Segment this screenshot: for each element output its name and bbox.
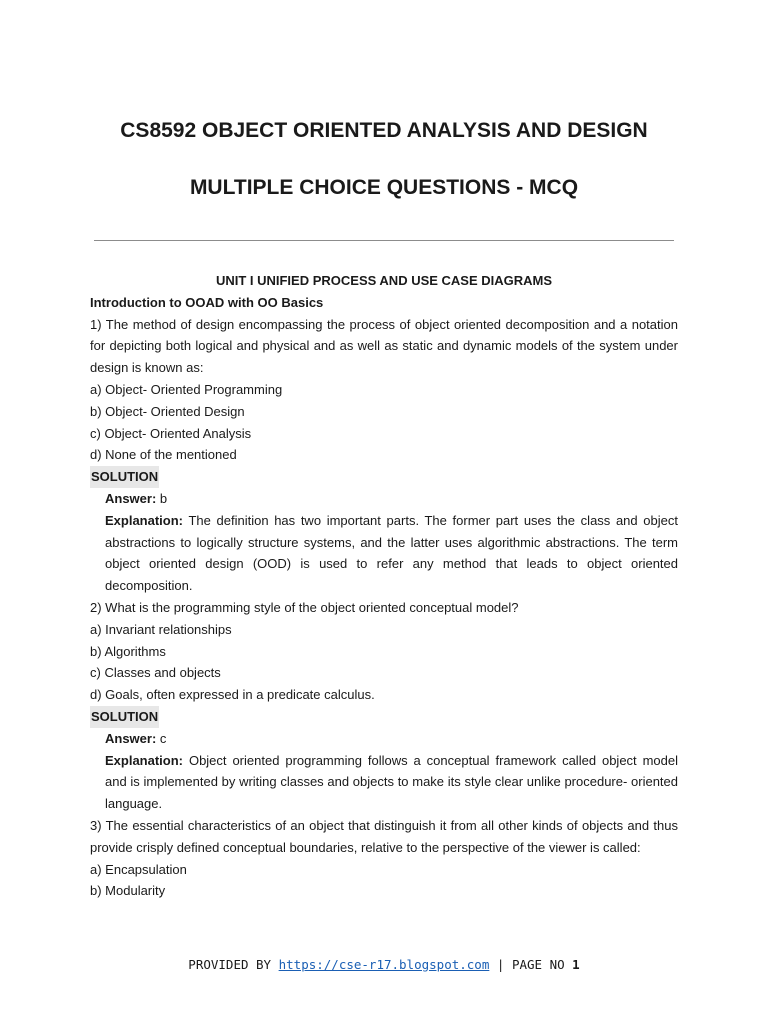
footer-link[interactable]: https://cse-r17.blogspot.com (278, 957, 490, 972)
solution-block (90, 488, 678, 597)
explanation-text: The definition has two important parts. The former part uses the class and object abstractions to logically structure systems, and the latter uses algorithmic abstractions. The term object oriented design (OOD) is used to refer any method that leads to object oriented decomposition. (105, 512, 678, 594)
question-2 (90, 597, 678, 815)
question-text: 2) What is the programming style of the object oriented conceptual model? (90, 599, 519, 615)
section-title: Introduction to OOAD with OO Basics (90, 294, 324, 310)
question-3 (90, 815, 678, 902)
question-text: 3) The essential characteristics of an object that distinguish it from all other kinds of objects and thus provide crisply defined conceptual boundaries, relative to the perspective of the viewer is called: (90, 817, 678, 855)
explanation-label: Explanation: (105, 512, 184, 528)
solution-block (90, 728, 678, 815)
page-footer (0, 957, 768, 972)
document-body (90, 270, 678, 902)
option-b: b) Object- Oriented Design (90, 403, 245, 419)
question-1 (90, 314, 678, 597)
answer-value: c (159, 730, 167, 746)
unit-title: UNIT I UNIFIED PROCESS AND USE CASE DIAGRAMS (215, 273, 553, 288)
footer-prefix: PROVIDED BY (188, 957, 272, 972)
answer-value: b (159, 490, 168, 506)
solution-label: SOLUTION (90, 706, 159, 728)
option-d: d) Goals, often expressed in a predicate calculus. (90, 687, 375, 703)
explanation-label: Explanation: (105, 752, 184, 768)
explanation-text: Object oriented programming follows a conceptual framework called object model and is implemented by writing classes and objects to make its style clear unlike procedure- oriented language. (105, 752, 678, 812)
answer-line (105, 728, 678, 750)
footer-separator: | (496, 957, 505, 972)
answer-line (105, 488, 678, 510)
horizontal-divider (94, 240, 674, 241)
question-text: 1) The method of design encompassing the process of object oriented decomposition and a notation for depicting both logical and physical and as well as static and dynamic models of the system under design is known as: (90, 316, 678, 376)
solution-label: SOLUTION (90, 466, 159, 488)
option-a: a) Encapsulation (90, 861, 187, 877)
option-a: a) Object- Oriented Programming (90, 381, 283, 397)
course-title: CS8592 OBJECT ORIENTED ANALYSIS AND DESIGN (120, 119, 648, 142)
answer-label: Answer: (105, 730, 157, 746)
document-subtitle: MULTIPLE CHOICE QUESTIONS - MCQ (189, 176, 579, 199)
page-label: PAGE NO (511, 957, 565, 972)
explanation-line (105, 750, 678, 815)
option-a: a) Invariant relationships (90, 621, 232, 637)
option-d: d) None of the mentioned (90, 447, 237, 463)
option-c: c) Classes and objects (90, 665, 221, 681)
answer-label: Answer: (105, 490, 157, 506)
option-b: b) Algorithms (90, 643, 166, 659)
explanation-line (105, 510, 678, 597)
page-number: 1 (572, 957, 580, 972)
option-b: b) Modularity (90, 883, 166, 899)
option-c: c) Object- Oriented Analysis (90, 425, 252, 441)
